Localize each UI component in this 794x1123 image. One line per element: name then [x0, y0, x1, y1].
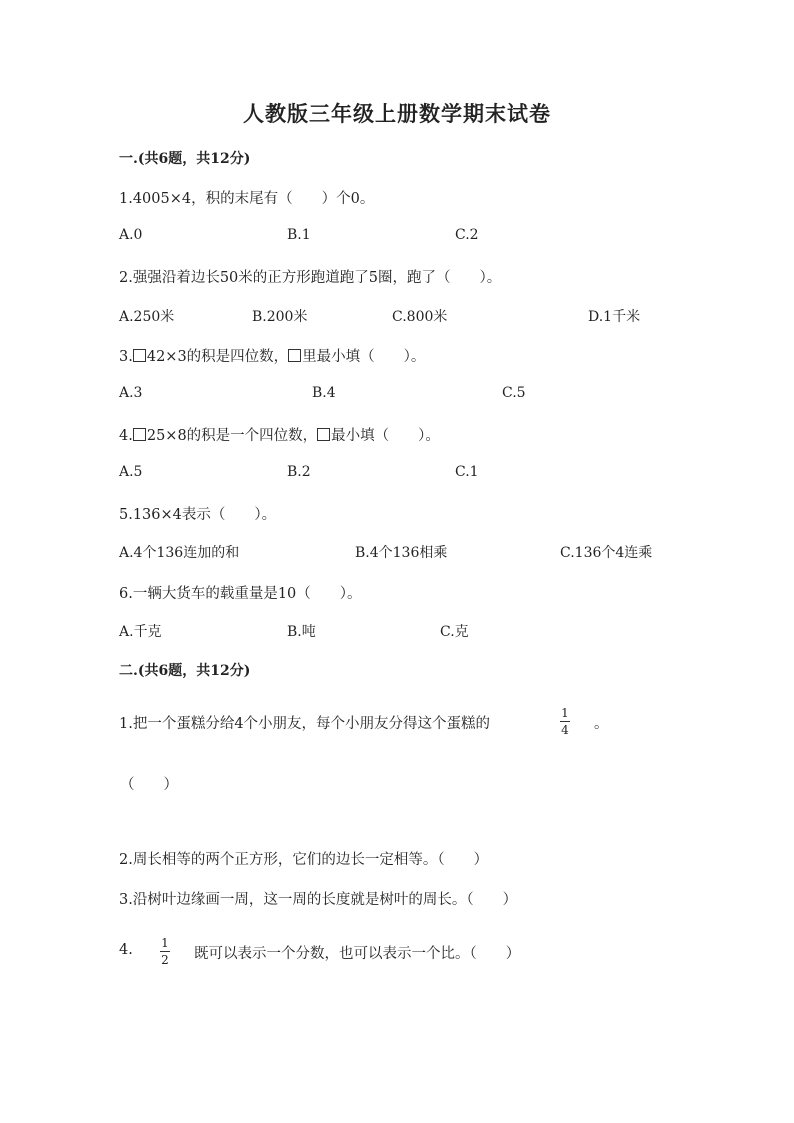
- option-1-2-b: B.200米: [252, 309, 308, 325]
- option-1-6-a: A.千克: [119, 624, 162, 640]
- question-1-4-text-end: 最小填（ ）。: [331, 428, 440, 444]
- option-1-5-a: A.4个136连加的和: [119, 545, 240, 561]
- blank-box-icon: [288, 349, 301, 362]
- option-1-5-b: B.4个136相乘: [355, 545, 448, 561]
- page-title: 人教版三年级上册数学期末试卷: [243, 101, 551, 126]
- fraction-denominator: 2: [161, 953, 169, 967]
- question-1-6: 6.一辆大货车的载重量是10（ ）。: [119, 586, 362, 602]
- option-1-3-b: B.4: [312, 385, 336, 401]
- question-1-1: 1.4005×4，积的末尾有（ ）个0。: [119, 191, 375, 207]
- option-1-2-d: D.1千米: [588, 309, 641, 325]
- question-2-2: 2.周长相等的两个正方形，它们的边长一定相等。（ ）: [119, 852, 489, 868]
- option-1-6-b: B.吨: [287, 624, 316, 640]
- question-1-3-number: 3.: [119, 349, 133, 365]
- option-1-3-a: A.3: [119, 385, 143, 401]
- question-1-3-text-end: 里最小填（ ）。: [302, 349, 426, 365]
- option-1-1-b: B.1: [287, 227, 311, 243]
- option-1-2-a: A.250米: [119, 309, 175, 325]
- question-2-1-end: 。: [594, 716, 609, 732]
- question-2-1: 1.把一个蛋糕分给4个小朋友，每个小朋友分得这个蛋糕的: [119, 716, 491, 732]
- section-1-heading: 一.(共6题，共12分): [119, 151, 251, 167]
- option-1-1-a: A.0: [119, 227, 143, 243]
- question-1-5: 5.136×4表示（ ）。: [119, 507, 277, 523]
- option-1-4-c: C.1: [455, 464, 479, 480]
- question-1-4-text: 25×8的积是一个四位数，: [146, 428, 318, 444]
- fraction-one-quarter: [560, 706, 570, 737]
- option-1-5-c: C.136个4连乘: [560, 545, 653, 561]
- option-1-2-c: C.800米: [392, 309, 448, 325]
- question-1-3: [119, 345, 425, 366]
- question-1-4: [119, 424, 440, 445]
- question-2-4: 既可以表示一个分数，也可以表示一个比。（ ）: [194, 946, 521, 962]
- question-1-2: 2.强强沿着边长50米的正方形跑道跑了5圈，跑了（ ）。: [119, 270, 502, 286]
- fraction-bar: [560, 721, 570, 722]
- blank-box-icon: [133, 349, 146, 362]
- option-1-1-c: C.2: [455, 227, 479, 243]
- option-1-4-a: A.5: [119, 464, 143, 480]
- question-2-4-number: 4.: [119, 942, 133, 958]
- question-1-3-text: 42×3的积是四位数，: [146, 349, 289, 365]
- fraction-one-half: [160, 936, 170, 967]
- option-1-3-c: C.5: [502, 385, 526, 401]
- fraction-bar: [160, 951, 170, 952]
- question-2-3: 3.沿树叶边缘画一周，这一周的长度就是树叶的周长。（ ）: [119, 892, 518, 908]
- blank-box-icon: [133, 428, 146, 441]
- fraction-numerator: 1: [161, 936, 169, 950]
- fraction-numerator: 1: [561, 706, 569, 720]
- fraction-denominator: 4: [561, 723, 569, 737]
- blank-box-icon: [317, 428, 330, 441]
- section-2-heading: 二.(共6题，共12分): [119, 663, 251, 679]
- option-1-4-b: B.2: [287, 464, 311, 480]
- option-1-6-c: C.克: [440, 624, 469, 640]
- answer-paren-2-1: （ ）: [120, 777, 178, 793]
- question-1-4-number: 4.: [119, 428, 133, 444]
